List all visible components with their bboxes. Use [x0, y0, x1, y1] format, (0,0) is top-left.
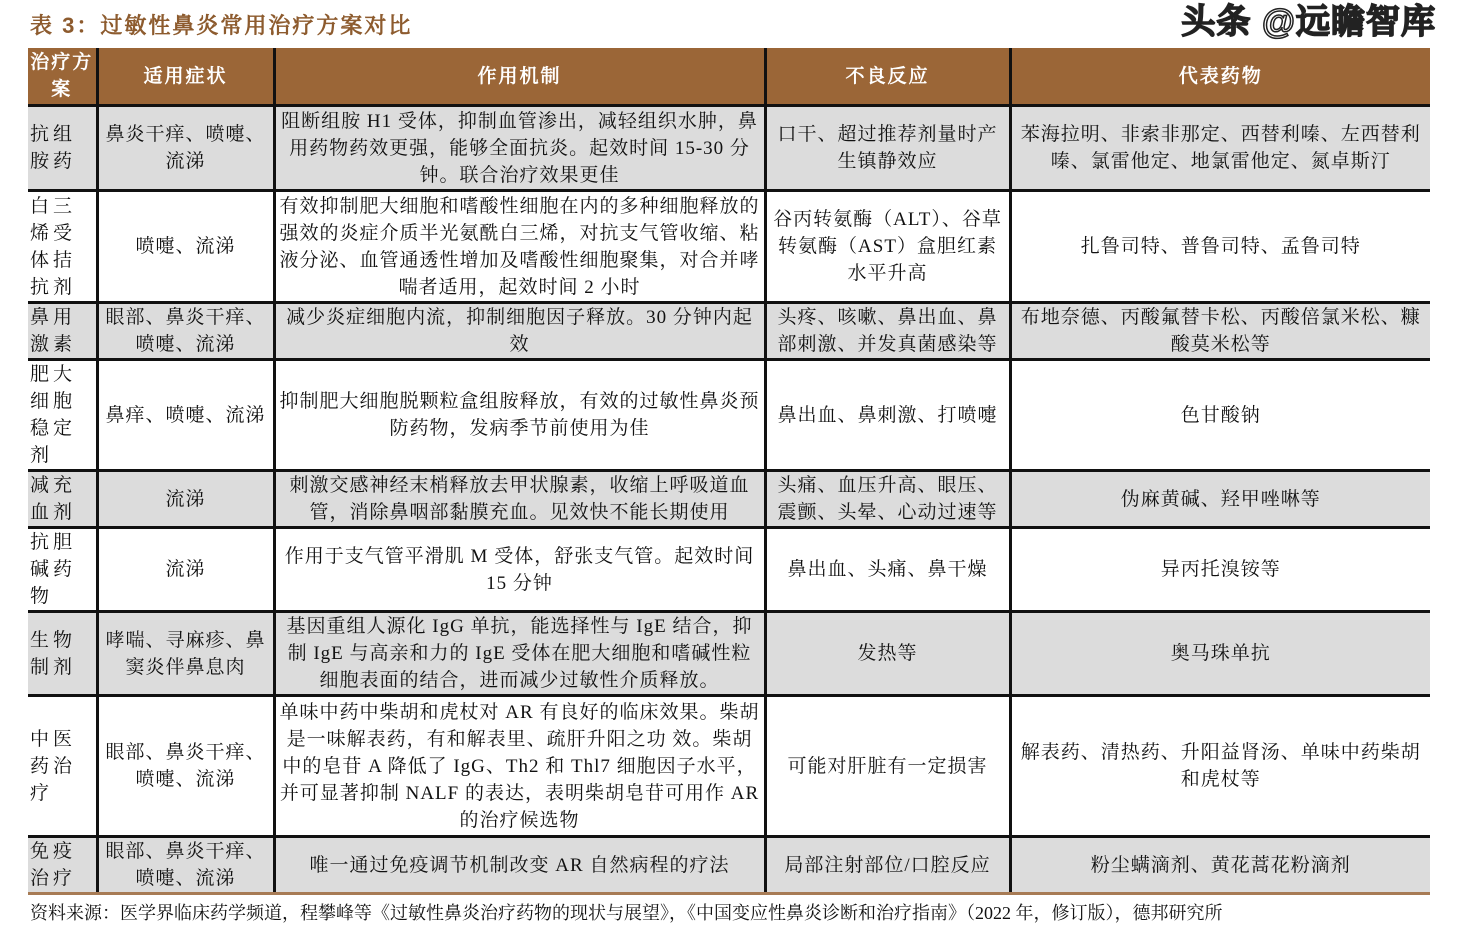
- table-row: [28, 471, 1430, 528]
- cell-mechanism: 基因重组人源化 IgG 单抗，能选择性与 IgE 结合，抑制 IgE 与高亲和力的 IgE 受体在肥大细胞和嗜碱性粒细胞表面的结合，进而减少过敏性介质释放。: [274, 612, 765, 696]
- cell-treatment: 白三烯受体拮抗剂: [28, 191, 97, 303]
- table-row: [28, 612, 1430, 696]
- cell-drugs: 扎鲁司特、普鲁司特、孟鲁司特: [1010, 191, 1430, 303]
- cell-symptoms: 哮喘、寻麻疹、鼻窦炎伴鼻息肉: [97, 612, 274, 696]
- cell-symptoms: 鼻炎干痒、喷嚏、流涕: [97, 106, 274, 191]
- cell-drugs: 奥马珠单抗: [1010, 612, 1430, 696]
- header-treatment: 治疗方案: [28, 48, 97, 106]
- cell-symptoms: 流涕: [97, 471, 274, 528]
- cell-mechanism: 作用于支气管平滑肌 M 受体，舒张支气管。起效时间 15 分钟: [274, 528, 765, 612]
- header-adverse-effects: 不良反应: [765, 48, 1010, 106]
- cell-adverse-effects: 鼻出血、鼻刺激、打喷嚏: [765, 360, 1010, 471]
- cell-drugs: 伪麻黄碱、羟甲唑啉等: [1010, 471, 1430, 528]
- cell-adverse-effects: 头疼、咳嗽、鼻出血、鼻部刺激、并发真菌感染等: [765, 303, 1010, 360]
- watermark: 头条 @远瞻智库: [1181, 3, 1436, 41]
- cell-drugs: 解表药、清热药、升阳益肾汤、单味中药柴胡和虎杖等: [1010, 696, 1430, 837]
- cell-treatment: 鼻用激素: [28, 303, 97, 360]
- cell-drugs: 粉尘螨滴剂、黄花蒿花粉滴剂: [1010, 837, 1430, 894]
- cell-adverse-effects: 局部注射部位/口腔反应: [765, 837, 1010, 894]
- cell-mechanism: 刺激交感神经末梢释放去甲状腺素，收缩上呼吸道血管，消除鼻咽部黏膜充血。见效快不能长期使用: [274, 471, 765, 528]
- cell-drugs: 异丙托溴铵等: [1010, 528, 1430, 612]
- cell-symptoms: 鼻痒、喷嚏、流涕: [97, 360, 274, 471]
- cell-symptoms: 眼部、鼻炎干痒、喷嚏、流涕: [97, 837, 274, 894]
- cell-treatment: 中医药治疗: [28, 696, 97, 837]
- cell-symptoms: 眼部、鼻炎干痒、喷嚏、流涕: [97, 696, 274, 837]
- header-drugs: 代表药物: [1010, 48, 1430, 106]
- cell-drugs: 苯海拉明、非索非那定、西替利嗪、左西替利嗪、氯雷他定、地氯雷他定、氮卓斯汀: [1010, 106, 1430, 191]
- cell-adverse-effects: 鼻出血、头痛、鼻干燥: [765, 528, 1010, 612]
- cell-mechanism: 减少炎症细胞内流，抑制细胞因子释放。30 分钟内起效: [274, 303, 765, 360]
- cell-drugs: 色甘酸钠: [1010, 360, 1430, 471]
- cell-symptoms: 喷嚏、流涕: [97, 191, 274, 303]
- cell-drugs: 布地奈德、丙酸氟替卡松、丙酸倍氯米松、糠酸莫米松等: [1010, 303, 1430, 360]
- cell-symptoms: 流涕: [97, 528, 274, 612]
- cell-adverse-effects: 发热等: [765, 612, 1010, 696]
- cell-adverse-effects: 可能对肝脏有一定损害: [765, 696, 1010, 837]
- cell-mechanism: 唯一通过免疫调节机制改变 AR 自然病程的疗法: [274, 837, 765, 894]
- cell-treatment: 抗胆碱药物: [28, 528, 97, 612]
- source-note: 资料来源：医学界临床药学频道，程攀峰等《过敏性鼻炎治疗药物的现状与展望》，《中国变应性鼻炎诊断和治疗指南》（2022 年，修订版），德邦研究所: [30, 903, 1223, 923]
- table-header-row: [28, 48, 1430, 106]
- cell-treatment: 肥大细胞稳定剂: [28, 360, 97, 471]
- header-mechanism: 作用机制: [274, 48, 765, 106]
- cell-treatment: 免疫治疗: [28, 837, 97, 894]
- cell-adverse-effects: 头痛、血压升高、眼压、震颤、头晕、心动过速等: [765, 471, 1010, 528]
- table-row: [28, 360, 1430, 471]
- table-row: [28, 303, 1430, 360]
- table-row: [28, 106, 1430, 191]
- table-row: [28, 696, 1430, 837]
- table-row: [28, 837, 1430, 894]
- cell-mechanism: 阻断组胺 H1 受体，抑制血管渗出，减轻组织水肿，鼻用药物药效更强，能够全面抗炎。起效时间 15-30 分钟。联合治疗效果更佳: [274, 106, 765, 191]
- treatment-comparison-table: [28, 48, 1430, 895]
- cell-treatment: 抗组胺药: [28, 106, 97, 191]
- cell-mechanism: 抑制肥大细胞脱颗粒盒组胺释放，有效的过敏性鼻炎预防药物，发病季节前使用为佳: [274, 360, 765, 471]
- cell-adverse-effects: 谷丙转氨酶（ALT）、谷草转氨酶（AST）盒胆红素水平升高: [765, 191, 1010, 303]
- cell-adverse-effects: 口干、超过推荐剂量时产生镇静效应: [765, 106, 1010, 191]
- table-row: [28, 191, 1430, 303]
- cell-mechanism: 有效抑制肥大细胞和嗜酸性细胞在内的多种细胞释放的强效的炎症介质半光氨酰白三烯，对抗支气管收缩、粘液分泌、血管通透性增加及嗜酸性细胞聚集，对合并哮喘者适用，起效时间 2 小时: [274, 191, 765, 303]
- cell-symptoms: 眼部、鼻炎干痒、喷嚏、流涕: [97, 303, 274, 360]
- header-symptoms: 适用症状: [97, 48, 274, 106]
- cell-treatment: 减充血剂: [28, 471, 97, 528]
- table-title: 表 3：过敏性鼻炎常用治疗方案对比: [30, 13, 413, 38]
- cell-treatment: 生物制剂: [28, 612, 97, 696]
- cell-mechanism: 单味中药中柴胡和虎杖对 AR 有良好的临床效果。柴胡是一味解表药，有和解表里、疏肝升阳之功 效。柴胡中的皂苷 A 降低了 IgG、Th2 和 Thl7 细胞因子水平，并可显著抑制 NALF 的表达，表明柴胡皂苷可用作 AR 的治疗候选物: [274, 696, 765, 837]
- table-row: [28, 528, 1430, 612]
